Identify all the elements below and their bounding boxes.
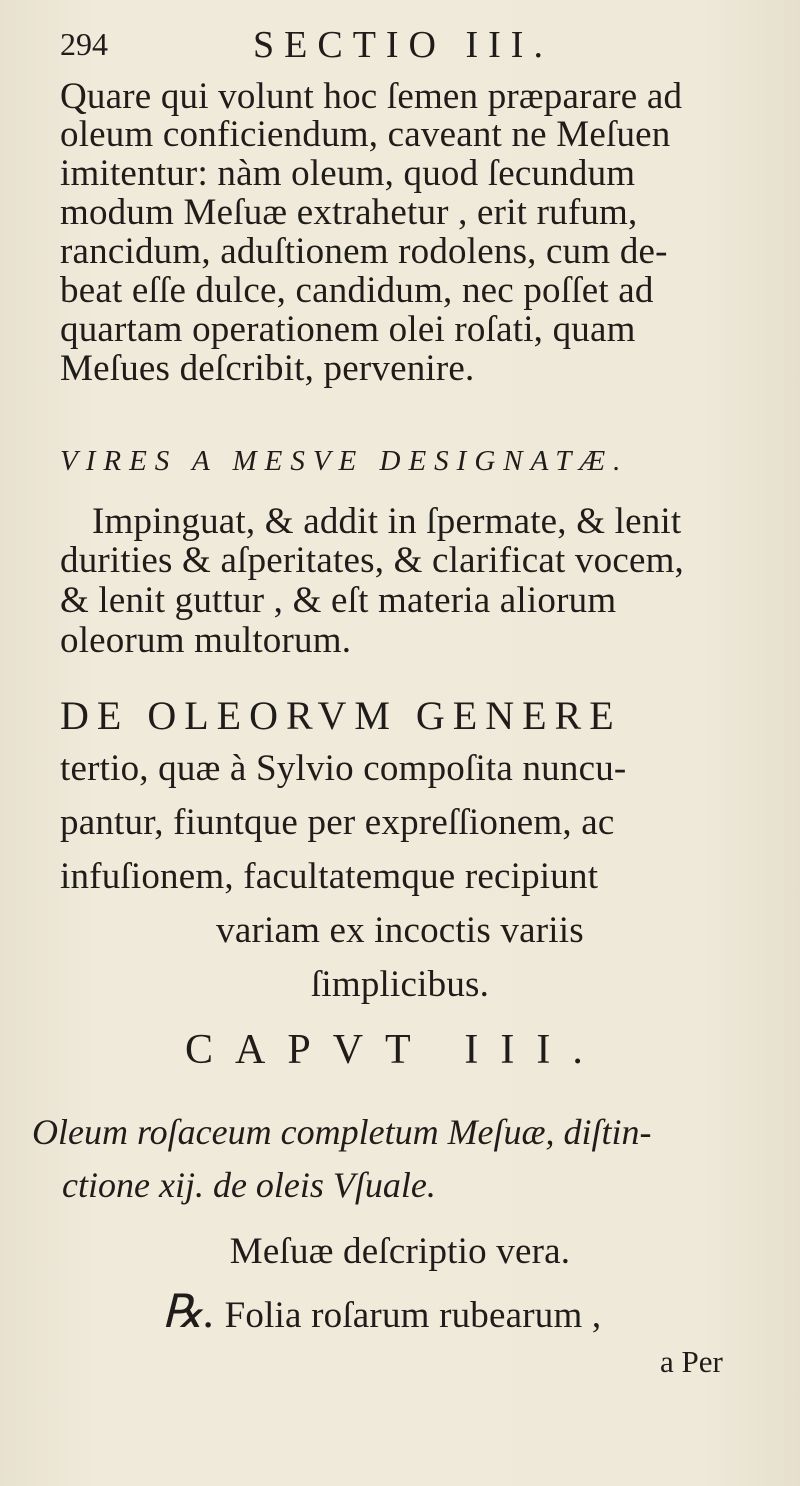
paragraph-1-line-4: modum Meſuæ extrahetur , erit rufum,: [60, 192, 638, 233]
chapter-title: CAPVT III.: [185, 1027, 605, 1073]
paragraph-2-line-2: durities & aſperitates, & clarificat vocem,: [60, 540, 684, 581]
paragraph-2-line-1: Impinguat, & addit in ſpermate, & lenit: [92, 501, 682, 542]
paragraph-2-line-3: & lenit guttur , & eſt materia aliorum: [60, 580, 617, 621]
paragraph-1-line-6: beat eſſe dulce, candidum, nec poſſet ad: [60, 270, 654, 311]
section-heading-line-3: pantur, fiuntque per expreſſionem, ac: [60, 802, 615, 843]
paragraph-1-line-2: oleum conficiendum, caveant ne Meſuen: [60, 114, 671, 155]
recipe-symbol: ℞.: [162, 1286, 216, 1337]
recipe-line: [162, 1286, 602, 1337]
recipe-text: Folia roſarum rubearum ,: [224, 1295, 602, 1336]
italic-intro-line-1: Oleum roſaceum completum Meſuæ, diſtin-: [32, 1112, 652, 1152]
paragraph-1-line-3: imitentur: nàm oleum, quod ſecundum: [60, 153, 636, 194]
paragraph-2-line-4: oleorum multorum.: [60, 620, 352, 661]
paragraph-1-line-8: Meſues deſcribit, pervenire.: [60, 348, 475, 389]
section-heading-line-2: tertio, quæ à Sylvio compoſita nuncu-: [60, 748, 627, 789]
catchword: a Per: [660, 1344, 723, 1379]
description-heading: Meſuæ deſcriptio vera.: [229, 1231, 571, 1272]
paragraph-1-line-1: Quare qui volunt hoc ſemen præparare ad: [60, 76, 683, 117]
vires-heading: VIRES A MESVE DESIGNATÆ.: [60, 445, 629, 477]
section-heading-line-5: variam ex incoctis variis: [216, 910, 584, 951]
section-heading-line-4: infuſionem, facultatemque recipiunt: [60, 856, 599, 897]
italic-intro-line-2: ctione xij. de oleis Vſuale.: [62, 1165, 436, 1205]
section-heading-line-6: ſimplicibus.: [310, 964, 490, 1005]
paragraph-1-line-7: quartam operationem olei roſati, quam: [60, 309, 636, 350]
running-header: SECTIO III.: [253, 24, 553, 66]
section-heading-line-1: DE OLEORVM GENERE: [60, 693, 622, 738]
page-number: 294: [60, 26, 108, 62]
paragraph-1-line-5: rancidum, aduſtionem rodolens, cum de-: [60, 231, 668, 272]
